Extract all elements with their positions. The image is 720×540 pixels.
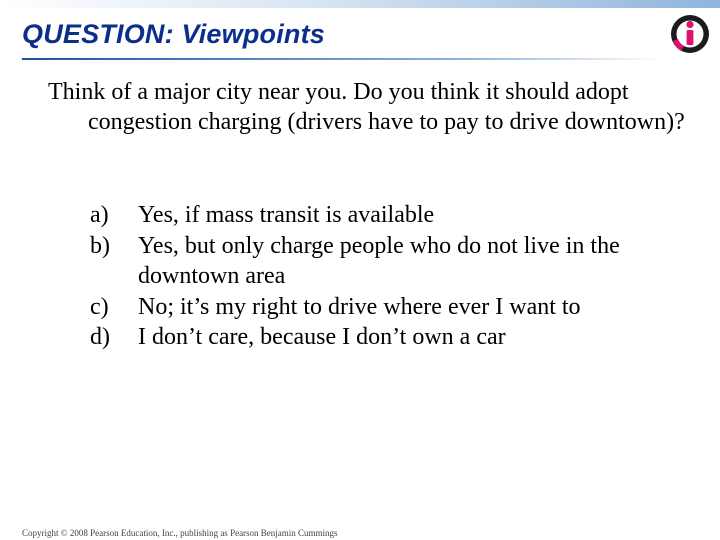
option-letter: d) xyxy=(90,324,110,350)
answer-options-list xyxy=(90,200,700,353)
slide-title: QUESTION: Viewpoints xyxy=(22,19,326,49)
copyright-footer: Copyright © 2008 Pearson Education, Inc., publishing as Pearson Benjamin Cummings xyxy=(22,528,338,538)
option-d xyxy=(90,322,700,353)
top-gradient-bar xyxy=(0,0,720,8)
option-text: I don’t care, because I don’t own a car xyxy=(138,324,506,350)
option-text: No; it’s my right to drive where ever I want to xyxy=(138,293,581,320)
option-b xyxy=(90,231,700,292)
option-letter: b) xyxy=(90,232,110,259)
option-letter: a) xyxy=(90,202,109,228)
option-c xyxy=(90,292,700,323)
option-text: Yes, but only charge people who do not live in the downtown area xyxy=(138,232,620,289)
title-underline xyxy=(22,58,662,60)
info-i-logo-icon xyxy=(668,12,712,56)
option-text: Yes, if mass transit is available xyxy=(138,202,435,228)
question-text: Think of a major city near you. Do you think it should adopt congestion charging (drivers have to pay to drive downtown)? xyxy=(48,79,685,135)
option-a xyxy=(90,200,700,231)
option-letter: c) xyxy=(90,293,109,320)
